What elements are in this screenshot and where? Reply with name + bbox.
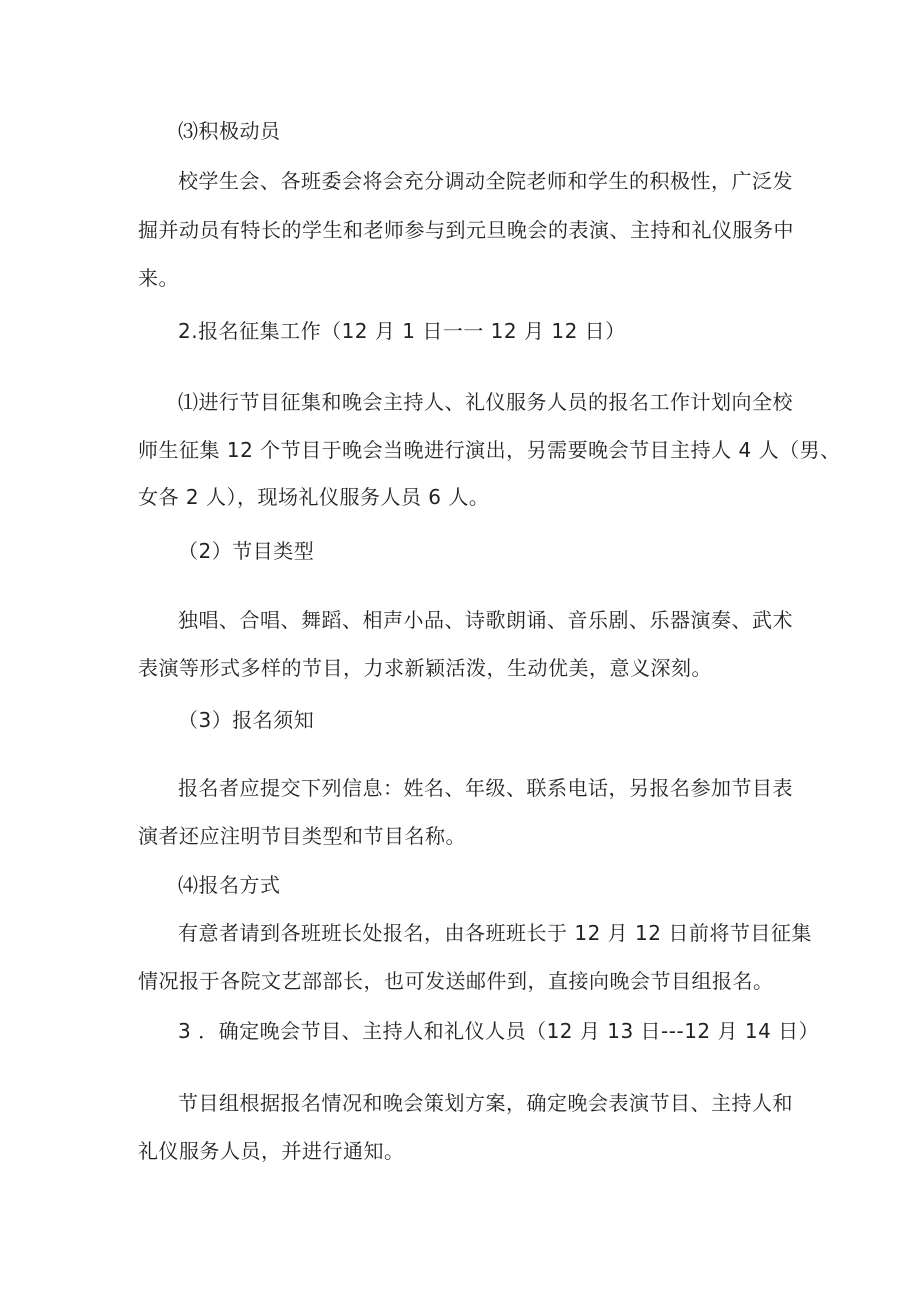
- paragraph-line: 校学生会、各班委会将会充分调动全院老师和学生的积极性，广泛发: [178, 169, 793, 193]
- paragraph-line: 独唱、合唱、舞蹈、相声小品、诗歌朗诵、音乐剧、乐器演奏、武术: [178, 608, 793, 632]
- heading-mobilize: ⑶积极动员: [178, 119, 281, 143]
- heading-registration-method: ⑷报名方式: [178, 873, 281, 897]
- paragraph-line: 师生征集 12 个节目于晚会当晚进行演出，另需要晚会节目主持人 4 人（男、: [138, 438, 841, 462]
- paragraph-line: 女各 2 人），现场礼仪服务人员 6 人。: [138, 485, 490, 509]
- paragraph-line: 来。: [138, 266, 179, 290]
- paragraph-line: 节目组根据报名情况和晚会策划方案，确定晚会表演节目、主持人和: [178, 1091, 793, 1115]
- heading-registration: 2.报名征集工作（12 月 1 日一一 12 月 12 日）: [178, 319, 626, 343]
- heading-registration-notice: （3）报名须知: [178, 708, 315, 732]
- paragraph-line: 礼仪服务人员，并进行通知。: [138, 1139, 405, 1163]
- paragraph-line: 情况报于各院文艺部部长，也可发送邮件到，直接向晚会节目组报名。: [138, 969, 774, 993]
- paragraph-line: 演者还应注明节目类型和节目名称。: [138, 824, 466, 848]
- paragraph-line: 掘并动员有特长的学生和老师参与到元旦晚会的表演、主持和礼仪服务中: [138, 218, 794, 242]
- paragraph-line: 表演等形式多样的节目，力求新颖活泼，生动优美，意义深刻。: [138, 656, 712, 680]
- paragraph-line: 有意者请到各班班长处报名，由各班班长于 12 月 12 日前将节目征集: [178, 921, 812, 945]
- heading-confirm-program: 3 ．确定晚会节目、主持人和礼仪人员（12 月 13 日---12 月 14 日）: [178, 1019, 820, 1043]
- heading-program-types: （2）节目类型: [178, 539, 315, 563]
- paragraph-line: ⑴进行节目征集和晚会主持人、礼仪服务人员的报名工作计划向全校: [178, 390, 793, 414]
- paragraph-line: 报名者应提交下列信息：姓名、年级、联系电话，另报名参加节目表: [178, 776, 793, 800]
